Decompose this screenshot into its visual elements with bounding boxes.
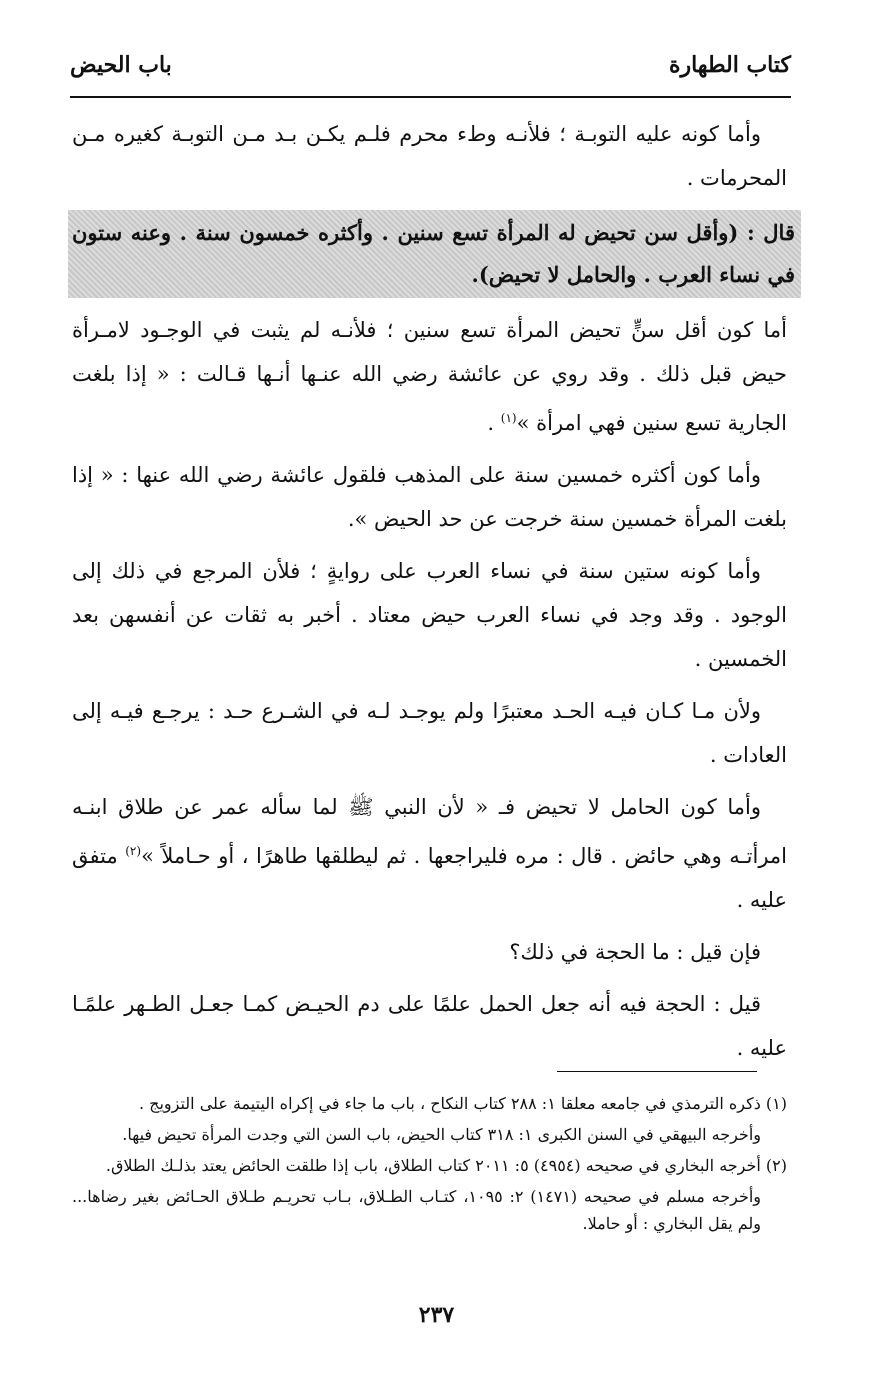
paragraph-text: أما كون أقل سنٍّ تحيض المرأة تسع سنين ؛ فلأنـه لم يثبت في الوجـود لامـرأة حيض قبل ذلك . وقد روي عن عائشة رضي الله عنـها أنـها قـالت : « إذا بلغت الجارية تسع سنين فهي امرأة » — [72, 318, 787, 435]
paragraph-customs: ولأن مـا كـان فيـه الحـد معتبرًا ولم يوجـد لـه في الشـرع حـد : يرجـع فيـه إلى العادات . — [72, 699, 787, 767]
paragraph-repentance: وأما كونه عليه التوبـة ؛ فلأنـه وطء محرم فلـم يكـن بـد مـن التوبـة كغيره مـن المحرمات . — [72, 122, 787, 190]
footnote-divider — [557, 1071, 757, 1072]
paragraph-maximum-age: وأما كون أكثره خمسين سنة على المذهب فلقول عائشة رضي الله عنها : « إذا بلغت المرأة خمسين سنة خرجت عن حد الحيض ». — [72, 463, 787, 531]
paragraph-end: متفق عليه . — [72, 844, 787, 912]
footnote-ref-2: (٢) — [125, 844, 142, 858]
paragraph-text: وأما كون الحامل لا تحيض فـ « لأن النبي ﷺ لما سأله عمر عن طلاق ابنـه امرأتـه وهي حائض . قال : مره فليراجعها . ثم ليطلقها طاهرًا ، أو حـاملاً » — [72, 795, 787, 868]
paragraph-end: . — [487, 411, 501, 435]
footnote-2: (٢) أخرجه البخاري في صحيحه (٤٩٥٤) ٥: ٢٠١١ كتاب الطلاق، باب إذا طلقت الحائض يعتد بذلـك الطلاق. — [105, 1156, 787, 1175]
paragraph-question: فإن قيل : ما الحجة في ذلك؟ — [509, 940, 761, 964]
chapter-title: باب الحيض — [70, 52, 172, 78]
main-text — [72, 112, 795, 1078]
matn-highlight-box — [68, 210, 801, 298]
paragraph-pregnant — [72, 785, 787, 922]
paragraph-minimum-age — [72, 308, 787, 445]
footnote-1: (١) ذكره الترمذي في جامعه معلقا ١: ٢٨٨ كتاب النكاح ، باب ما جاء في إكراه اليتيمة على التزويج . — [138, 1094, 787, 1113]
footnote-2-continued: وأخرجه مسلم في صحيحه (١٤٧١) ٢: ١٠٩٥، كتـاب الطـلاق، بـاب تحريـم طـلاق الحـائض بغير رضاها... ولم يقل البخاري : أو حاملا. — [72, 1187, 762, 1233]
footnotes — [72, 1090, 787, 1241]
matn-line-2: في نساء العرب . والحامل لا تحيض). — [471, 262, 795, 287]
running-header — [70, 52, 791, 98]
book-title: كتاب الطهارة — [668, 52, 791, 78]
page-number: ٢٣٧ — [418, 1302, 455, 1328]
paragraph-answer: قيل : الحجة فيه أنه جعل الحمل علمًا على دم الحيـض كمـا جعـل الطـهر علمًـا عليه . — [72, 992, 787, 1060]
footnote-1-continued: وأخرجه البيهقي في السنن الكبرى ١: ٣١٨ كتاب الحيض، باب السن التي وجدت المرأة تحيض فيها. — [122, 1125, 761, 1144]
matn-line-1: قال : (وأقل سن تحيض له المرأة تسع سنين . وأكثره خمسون سنة . وعنه ستون — [72, 220, 795, 245]
footnote-ref-1: (١) — [500, 411, 517, 425]
paragraph-arab-women: وأما كونه ستين سنة في نساء العرب على روايةٍ ؛ فلأن المرجع في ذلك إلى الوجود . وقد وجد في نساء العرب حيض معتاد . أخبر به ثقات عن أنفسهن بعد الخمسين . — [72, 559, 787, 671]
